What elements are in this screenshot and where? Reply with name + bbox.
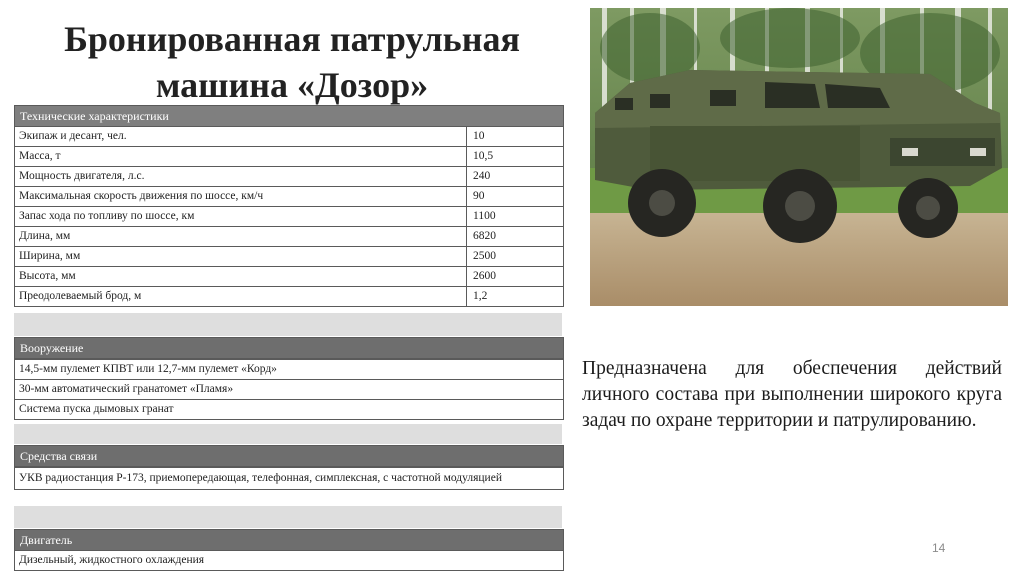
description-text: Предназначена для обеспечения действий личного состава при выполнении широкого круга задач по охране территории и патрулированию.: [582, 358, 1002, 431]
spec-label: Ширина, мм: [15, 247, 467, 266]
spec-value: 10,5: [473, 150, 494, 162]
comms-header: Средства связи: [15, 446, 563, 467]
armament-row: 14,5-мм пулемет КПВТ или 12,7-мм пулемет «Корд»: [15, 359, 563, 379]
separator-band: [14, 424, 562, 444]
spec-label: Запас хода по топливу по шоссе, км: [15, 207, 467, 226]
spec-label: Длина, мм: [15, 227, 467, 246]
engine-text: Дизельный, жидкостного охлаждения: [19, 554, 205, 566]
separator-band: [14, 506, 562, 528]
spec-row: [15, 286, 563, 306]
spec-value: 240: [473, 170, 491, 182]
spec-row: [15, 186, 563, 206]
vehicle-photo: [590, 8, 1008, 306]
engine-table: [14, 529, 564, 571]
spec-label: Мощность двигателя, л.с.: [15, 167, 467, 186]
spec-row: [15, 146, 563, 166]
spec-value: 90: [473, 190, 485, 202]
spec-label: Высота, мм: [15, 267, 467, 286]
spec-value: 1100: [473, 210, 496, 222]
spec-row: [15, 226, 563, 246]
armament-row: 30-мм автоматический гранатомет «Пламя»: [15, 379, 563, 399]
slide-title: Бронированная патрульная машина «Дозор»: [64, 19, 520, 105]
spec-row: [15, 266, 563, 286]
comms-table: [14, 445, 564, 490]
comms-text: УКВ радиостанция Р-173, приемопередающая, телефонная, симплексная, с частотной модуляцией: [15, 467, 563, 489]
spec-row: [15, 246, 563, 266]
armament-row: Система пуска дымовых гранат: [15, 399, 563, 419]
spec-row: [15, 206, 563, 226]
engine-header: Двигатель: [15, 530, 563, 551]
spec-value: 1,2: [473, 290, 488, 302]
page-number: 14: [932, 541, 946, 555]
spec-label: Экипаж и десант, чел.: [15, 127, 467, 146]
specs-header: Технические характеристики: [15, 106, 563, 127]
spec-label: Максимальная скорость движения по шоссе, км/ч: [15, 187, 467, 206]
specs-table: [14, 105, 564, 307]
armament-header: Вооружение: [15, 338, 563, 359]
spec-value: 2500: [473, 250, 496, 262]
spec-label: Преодолеваемый брод, м: [15, 287, 467, 306]
separator-band: [14, 313, 562, 336]
spec-label: Масса, т: [15, 147, 467, 166]
spec-row: [15, 166, 563, 186]
spec-value: 10: [473, 130, 485, 142]
spec-value: 2600: [473, 270, 496, 282]
spec-row: [15, 127, 563, 146]
armament-table: [14, 337, 564, 420]
spec-value: 6820: [473, 230, 496, 242]
